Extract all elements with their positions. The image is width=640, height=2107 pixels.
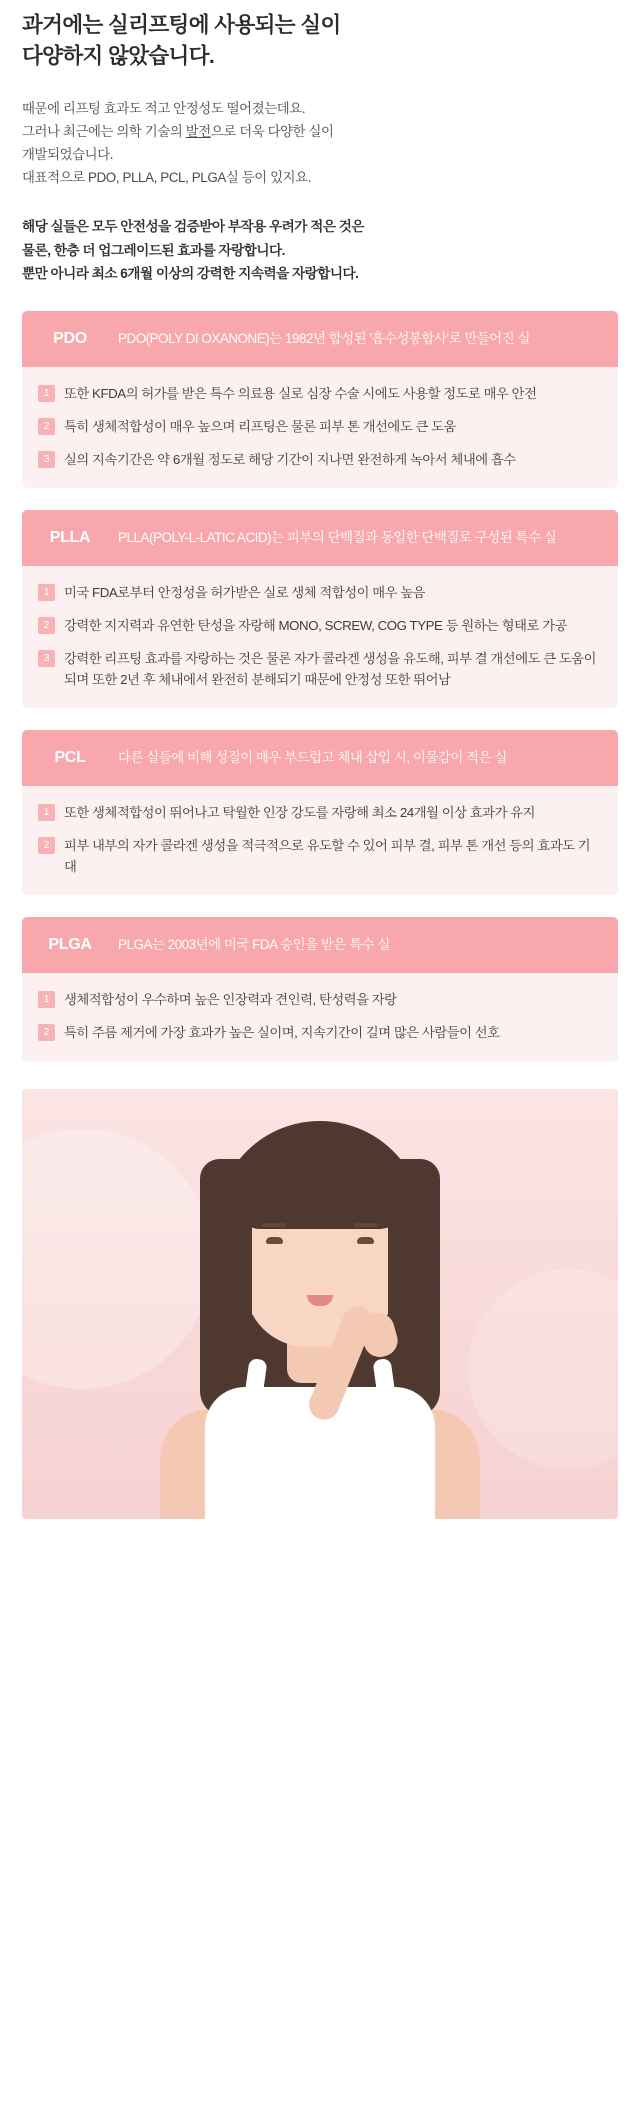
thread-card bbox=[22, 311, 618, 488]
page-title-line-1: 과거에는 실리프팅에 사용되는 실이 bbox=[22, 13, 341, 37]
thread-card-headline: PDO(POLY DI OXANONE)는 1982년 합성된 '흡수성봉합사'로 만들어진 실 bbox=[118, 330, 531, 346]
list-item-text: 특히 생체적합성이 매우 높으며 리프팅은 물론 피부 톤 개선에도 큰 도움 bbox=[64, 419, 456, 435]
eye-left bbox=[266, 1237, 283, 1244]
list-item-text: 생체적합성이 우수하며 높은 인장력과 견인력, 탄성력을 자랑 bbox=[64, 992, 397, 1008]
list-item-text: 또한 생체적합성이 뛰어나고 탁월한 인장 강도를 자랑해 최소 24개월 이상 효과가 유지 bbox=[64, 805, 535, 821]
list-item-text: 또한 KFDA의 허가를 받은 특수 의료용 실로 심장 수술 시에도 사용할 정도로 매우 안전 bbox=[64, 386, 537, 402]
thread-card-headline: 다른 실들에 비해 성질이 매우 부드럽고 체내 삽입 시, 이물감이 적은 실 bbox=[118, 749, 507, 765]
hair-fringe bbox=[232, 1137, 408, 1229]
thread-card-badge: PLLA bbox=[49, 529, 91, 547]
intro-line-1: 때문에 리프팅 효과도 적고 안정성도 떨어졌는데요. bbox=[22, 101, 306, 117]
eye-right bbox=[357, 1237, 374, 1244]
eyebrow-right bbox=[354, 1223, 378, 1227]
thread-card bbox=[22, 510, 618, 708]
model-illustration bbox=[160, 1099, 480, 1519]
list-item bbox=[38, 449, 600, 470]
list-item-number: 3 bbox=[38, 451, 55, 468]
hair-left bbox=[200, 1159, 252, 1417]
list-item bbox=[38, 835, 600, 877]
thread-card-body bbox=[22, 367, 618, 488]
list-item bbox=[38, 648, 600, 690]
thread-card-header bbox=[22, 311, 618, 367]
thread-card-header bbox=[22, 510, 618, 566]
thread-card-badge: PLGA bbox=[48, 936, 92, 954]
thread-card-body bbox=[22, 786, 618, 895]
list-item-number: 1 bbox=[38, 584, 55, 601]
list-item-text: 강력한 리프팅 효과를 자랑하는 것은 물론 자가 콜라겐 생성을 유도해, 피부 결 개선에도 큰 도움이 되며 또한 2년 후 체내에서 완전히 분해되기 때문에 안정성 또한 뛰어남 bbox=[64, 651, 597, 688]
summary-line-2: 물론, 한층 더 업그레이드된 효과를 자랑합니다. bbox=[22, 242, 285, 258]
summary-line-3: 뿐만 아니라 최소 6개월 이상의 강력한 지속력을 자랑합니다. bbox=[22, 265, 359, 281]
list-item-number: 1 bbox=[38, 385, 55, 402]
intro-paragraph bbox=[22, 97, 618, 189]
intro-line-2 bbox=[22, 120, 618, 143]
list-item bbox=[38, 615, 600, 636]
intro-line-2-part-b: 으로 더욱 다양한 실이 bbox=[210, 124, 334, 140]
list-item-text: 강력한 지지력과 유연한 탄성을 자랑해 MONO, SCREW, COG TYPE 등 원하는 형태로 가공 bbox=[64, 618, 567, 634]
summary-paragraph bbox=[22, 215, 618, 285]
list-item-text: 특히 주름 제거에 가장 효과가 높은 실이며, 지속기간이 길며 많은 사람들이 선호 bbox=[64, 1025, 500, 1041]
intro-line-2-underlined: 발전 bbox=[185, 124, 211, 140]
summary-line-1: 해당 실들은 모두 안전성을 검증받아 부작용 우려가 적은 것은 bbox=[22, 219, 365, 235]
list-item-number: 1 bbox=[38, 804, 55, 821]
list-item-number: 1 bbox=[38, 991, 55, 1008]
list-item-number: 2 bbox=[38, 1024, 55, 1041]
list-item-number: 2 bbox=[38, 617, 55, 634]
thread-card-headline: PLLA(POLY-L-LATIC ACID)는 피부의 단백질과 동일한 단백질로 구성된 특수 실 bbox=[118, 529, 557, 545]
page-title-line-2: 다양하지 않았습니다. bbox=[22, 43, 215, 68]
list-item-text: 미국 FDA로부터 안정성을 허가받은 실로 생체 적합성이 매우 높음 bbox=[64, 585, 426, 601]
intro-line-2-part-a: 그러나 최근에는 의학 기술의 bbox=[22, 124, 186, 140]
thread-card bbox=[22, 730, 618, 895]
list-item-number: 3 bbox=[38, 650, 55, 667]
thread-card-body bbox=[22, 566, 618, 708]
list-item bbox=[38, 383, 600, 404]
thread-card-badge: PDO bbox=[53, 330, 87, 348]
list-item-number: 2 bbox=[38, 837, 55, 854]
list-item-text: 피부 내부의 자가 콜라겐 생성을 적극적으로 유도할 수 있어 피부 결, 피부 톤 개선 등의 효과도 기대 bbox=[64, 838, 591, 875]
list-item bbox=[38, 1022, 600, 1043]
list-item bbox=[38, 989, 600, 1010]
page-title bbox=[22, 0, 618, 71]
thread-card-body bbox=[22, 973, 618, 1061]
intro-line-4: 대표적으로 PDO, PLLA, PCL, PLGA실 등이 있지요. bbox=[22, 170, 312, 186]
thread-card bbox=[22, 917, 618, 1061]
photo-background-blob bbox=[468, 1269, 618, 1469]
eyebrow-left bbox=[262, 1223, 286, 1227]
list-item bbox=[38, 416, 600, 437]
hair-right bbox=[388, 1159, 440, 1417]
thread-card-header bbox=[22, 917, 618, 973]
thread-type-card-list bbox=[22, 311, 618, 1061]
intro-line-3: 개발되었습니다. bbox=[22, 147, 114, 163]
list-item-text: 실의 지속기간은 약 6개월 정도로 해당 기간이 지나면 완전하게 녹아서 체내에 흡수 bbox=[64, 452, 516, 468]
list-item-number: 2 bbox=[38, 418, 55, 435]
list-item bbox=[38, 582, 600, 603]
model-photo bbox=[22, 1089, 618, 1519]
thread-card-headline: PLGA는 2003년에 미국 FDA 승인을 받은 특수 실 bbox=[118, 936, 390, 952]
thread-card-badge: PCL bbox=[54, 749, 86, 767]
list-item bbox=[38, 802, 600, 823]
thread-card-header bbox=[22, 730, 618, 786]
